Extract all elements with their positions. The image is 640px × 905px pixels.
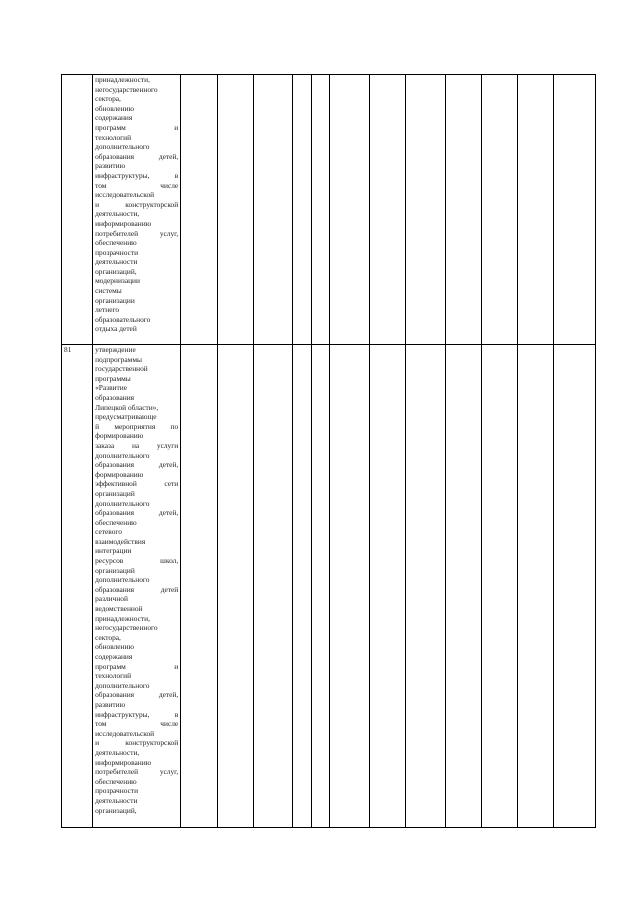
empty-cell [406, 345, 445, 828]
empty-cell [311, 75, 330, 345]
description-line: образования детей [95, 584, 179, 594]
description-line: обеспечению [95, 517, 137, 527]
empty-cell [518, 345, 554, 828]
description-line: том числе [95, 180, 179, 190]
empty-cell [481, 345, 517, 828]
description-line: развитию [95, 699, 126, 709]
description-line: взаимодействия [95, 536, 146, 546]
empty-cell [445, 75, 481, 345]
description-line: том числе [95, 719, 179, 729]
empty-cell [330, 345, 369, 828]
description-line: отдыха детей [95, 324, 137, 334]
description-line: содержания [95, 652, 133, 661]
description-line: модернизации [95, 276, 140, 286]
description-line: й мероприятия по [95, 421, 179, 431]
description-line: государственной [95, 364, 148, 374]
description-line: потребителей услуг, [95, 767, 179, 777]
description-line: инфраструктуры, в [95, 709, 179, 719]
description-line: прозрачности [95, 786, 139, 796]
empty-cell [481, 75, 517, 345]
description-line: образования [95, 392, 135, 402]
row-number-cell [62, 75, 93, 345]
description-line: программ и [95, 122, 179, 132]
empty-cell [330, 75, 369, 345]
empty-cell [293, 75, 312, 345]
description-line: обновлению [95, 642, 134, 652]
description-line: организаций [95, 565, 135, 575]
description-line: принадлежности, [95, 75, 150, 84]
description-line: организаций [95, 488, 135, 498]
description-line: образования детей, [95, 508, 179, 518]
empty-cell [445, 345, 481, 828]
empty-cell [181, 345, 217, 828]
empty-cell [311, 345, 330, 828]
empty-cell [181, 75, 217, 345]
description-line: и конструкторской [95, 738, 179, 748]
description-line: образования детей, [95, 151, 179, 161]
description-line: сетевого [95, 527, 122, 537]
description-line: организаций, [95, 805, 137, 815]
description-line: инфраструктуры, в [95, 170, 179, 180]
description-line: содержания [95, 113, 133, 123]
description-line: образования детей, [95, 690, 179, 700]
description-line: ресурсов школ, [95, 556, 179, 566]
description-line: различной [95, 594, 128, 604]
description-line: деятельности, [95, 747, 140, 757]
description-line: сектора, [95, 632, 121, 642]
description-line: обновлению [95, 103, 134, 113]
description-line: «Развитие [95, 383, 128, 393]
description-line: сектора, [95, 94, 121, 104]
description-line: обеспечению [95, 776, 137, 786]
description-line: формированию [95, 469, 144, 479]
empty-cell [554, 75, 596, 345]
description-line: образовательного [95, 314, 151, 324]
description-line: дополнительного [95, 498, 150, 508]
description-line: информированию [95, 218, 152, 228]
description-line: исследовательской [95, 190, 155, 200]
description-line: принадлежности, [95, 613, 150, 623]
description-line: негосударственного [95, 84, 158, 94]
description-line: потребителей услуг, [95, 228, 179, 238]
description-line: системы [95, 286, 122, 296]
empty-cell [369, 345, 405, 828]
description-line: развитию [95, 161, 126, 171]
measures-table [61, 74, 596, 828]
description-line: дополнительного [95, 575, 150, 585]
description-line: исследовательской [95, 728, 155, 738]
description-line: прозрачности [95, 247, 139, 257]
empty-cell [217, 345, 253, 828]
description-line: эффективной сети [95, 479, 179, 489]
description-line: дополнительного [95, 450, 150, 460]
description-line: образования детей, [95, 460, 179, 470]
empty-cell [253, 75, 292, 345]
description-line: негосударственного [95, 623, 158, 633]
empty-cell [253, 345, 292, 828]
description-line: утверждение [95, 345, 136, 354]
description-line: технологий [95, 132, 132, 142]
description-line: организаций, [95, 266, 137, 276]
description-line: деятельности [95, 257, 138, 267]
description-line: программ и [95, 661, 179, 671]
description-line: предусматривающе [95, 412, 157, 422]
description-line: формированию [95, 431, 144, 441]
description-line: интеграции [95, 546, 132, 556]
measure-description-cell [93, 75, 181, 345]
description-line: обеспечению [95, 238, 137, 248]
description-line: подпрограммы [95, 354, 142, 364]
description-line: ведомственной [95, 604, 143, 614]
empty-cell [293, 345, 312, 828]
description-line: деятельности [95, 795, 138, 805]
table-row [62, 345, 596, 828]
description-line: Липецкой области», [95, 402, 159, 412]
description-line: дополнительного [95, 142, 150, 152]
description-line: деятельности, [95, 209, 140, 219]
description-line: информированию [95, 757, 152, 767]
description-line: летнего [95, 305, 120, 315]
description-line: дополнительного [95, 680, 150, 690]
description-line: технологий [95, 671, 132, 681]
description-line: организации [95, 295, 135, 305]
description-line: заказа на услуги [95, 440, 179, 450]
empty-cell [518, 75, 554, 345]
empty-cell [217, 75, 253, 345]
description-line: программы [95, 373, 131, 383]
description-line: и конструкторской [95, 199, 179, 209]
measure-description-cell [93, 345, 181, 828]
empty-cell [406, 75, 445, 345]
empty-cell [369, 75, 405, 345]
row-number-cell: 81 [62, 345, 93, 828]
table-row [62, 75, 596, 345]
empty-cell [554, 345, 596, 828]
